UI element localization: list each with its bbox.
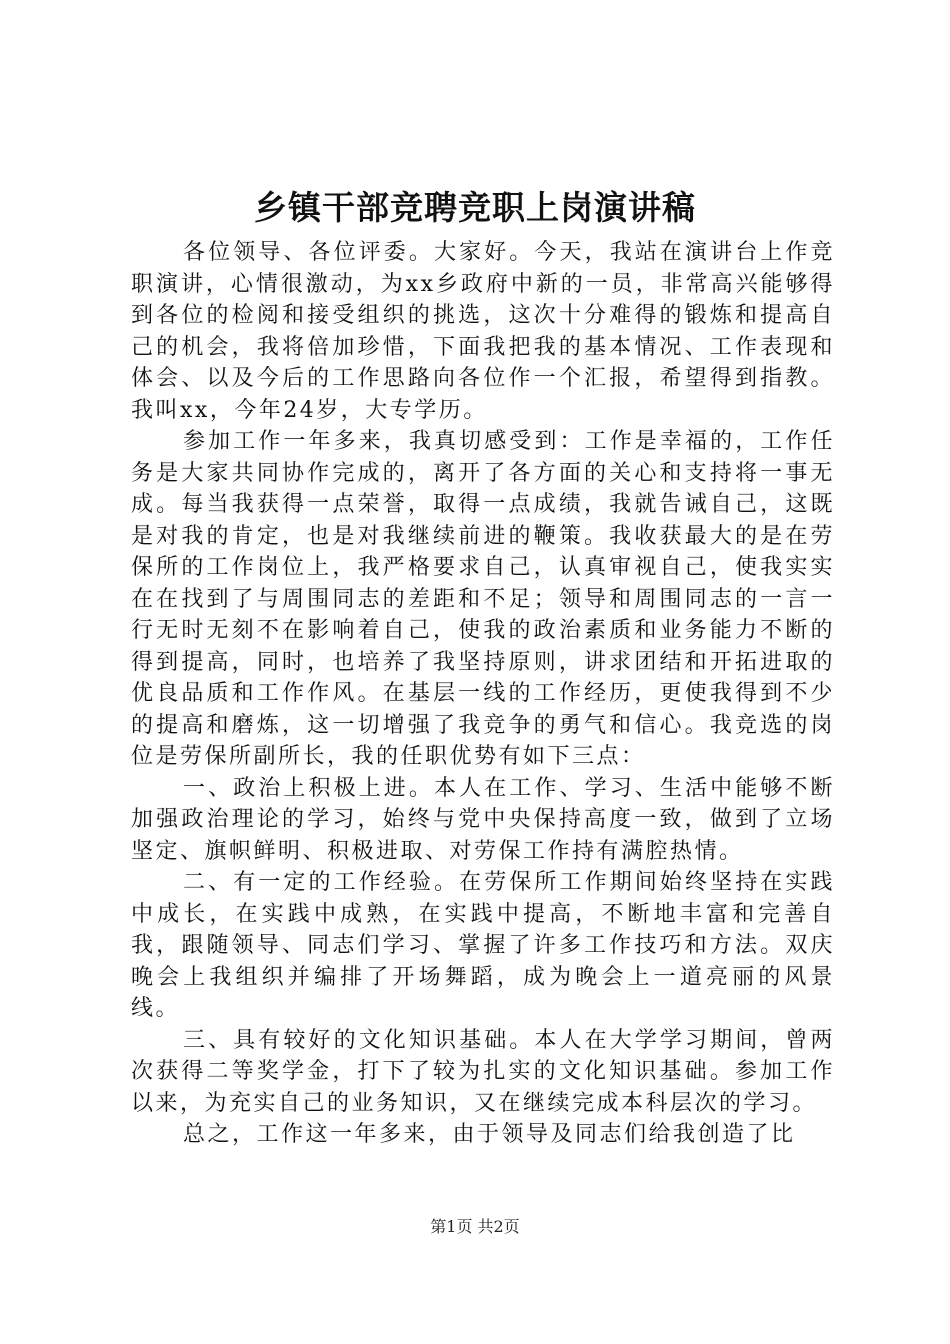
paragraph-point-three: 三、具有较好的文化知识基础。本人在大学学习期间，曾两次获得二等奖学金，打下了较为扎实的文化知识基础。参加工作以来，为充实自己的业务知识，又在继续完成本科层次的学习。 — [131, 1027, 835, 1116]
document-body — [131, 237, 835, 1151]
paragraph-experience: 参加工作一年多来，我真切感受到：工作是幸福的，工作任务是大家共同协作完成的，离开了各方面的关心和支持将一事无成。每当我获得一点荣誉，取得一点成绩，我就告诫自己，这既是对我的肯定，也是对我继续前进的鞭策。我收获最大的是在劳保所的工作岗位上，我严格要求自己，认真审视自己，使我实实在在找到了与周围同志的差距和不足；领导和周围同志的一言一行无时无刻不在影响着自己，使我的政治素质和业务能力不断的得到提高，同时，也培养了我坚持原则，讲求团结和开拓进取的优良品质和工作作风。在基层一线的工作经历，更使我得到不少的提高和磨炼，这一切增强了我竞争的勇气和信心。我竞选的岗位是劳保所副所长，我的任职优势有如下三点： — [131, 429, 835, 769]
paragraph-point-two: 二、有一定的工作经验。在劳保所工作期间始终坚持在实践中成长，在实践中成熟，在实践中提高，不断地丰富和完善自我，跟随领导、同志们学习、掌握了许多工作技巧和方法。双庆晚会上我组织并编排了开场舞蹈，成为晚会上一道亮丽的风景线。 — [131, 870, 835, 1021]
page-number-footer: 第1页 共2页 — [430, 1217, 520, 1236]
paragraph-greeting: 各位领导、各位评委。大家好。今天，我站在演讲台上作竞职演讲，心情很激动，为xx乡政府中新的一员，非常高兴能够得到各位的检阅和接受组织的挑选，这次十分难得的锻炼和提高自己的机会，我将倍加珍惜，下面我把我的基本情况、工作表现和体会、以及今后的工作思路向各位作一个汇报，希望得到指教。我叫xx，今年24岁，大专学历。 — [131, 240, 835, 423]
paragraph-conclusion: 总之，工作这一年多来，由于领导及同志们给我创造了比 — [183, 1122, 796, 1147]
document-title: 乡镇干部竞聘竞职上岗演讲稿 — [254, 188, 696, 227]
paragraph-point-one: 一、政治上积极上进。本人在工作、学习、生活中能够不断加强政治理论的学习，始终与党中央保持高度一致，做到了立场坚定、旗帜鲜明、积极进取、对劳保工作持有满腔热情。 — [131, 775, 835, 864]
